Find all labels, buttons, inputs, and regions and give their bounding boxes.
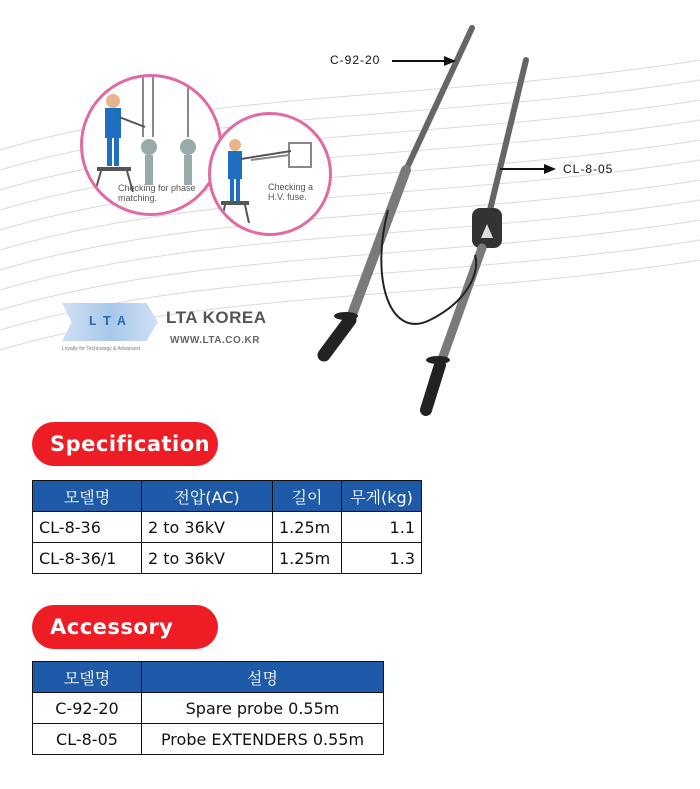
voltage-detector-probes: [300, 20, 560, 420]
cell-description: Spare probe 0.55m: [142, 693, 384, 724]
table-row: [33, 543, 422, 574]
cell-voltage: 2 to 36kV: [142, 543, 273, 574]
cell-voltage: 2 to 36kV: [142, 512, 273, 543]
column-header-voltage: 전압(AC): [142, 481, 273, 512]
table-row: [33, 512, 422, 543]
cell-model: CL-8-05: [33, 724, 142, 755]
cell-length: 1.25m: [273, 512, 342, 543]
hv-fuse-caption: Checking a H.V. fuse.: [268, 182, 314, 202]
probe-callout-label: C-92-20: [330, 53, 381, 67]
column-header-model: 모델명: [33, 481, 142, 512]
lta-logo-text: LTA: [88, 314, 132, 330]
arrow-right-icon: [500, 163, 558, 175]
cell-description: Probe EXTENDERS 0.55m: [142, 724, 384, 755]
cell-model: C-92-20: [33, 693, 142, 724]
table-header-row: [33, 481, 422, 512]
specification-heading: Specification: [32, 422, 218, 466]
column-header-model: 모델명: [33, 662, 142, 693]
cell-weight: 1.3: [342, 543, 422, 574]
brand-url: WWW.LTA.CO.KR: [170, 335, 260, 346]
phase-matching-caption: Checking for phase matching.: [118, 183, 196, 203]
specification-table: [32, 480, 422, 574]
cell-weight: 1.1: [342, 512, 422, 543]
brand-name: LTA KOREA: [166, 308, 267, 327]
cell-model: CL-8-36/1: [33, 543, 142, 574]
table-header-row: [33, 662, 384, 693]
cell-length: 1.25m: [273, 543, 342, 574]
extender-callout-label: CL-8-05: [563, 162, 614, 176]
logo-tagline: Loyalty for Technology & Advanced: [62, 346, 140, 352]
column-header-description: 설명: [142, 662, 384, 693]
accessory-table: [32, 661, 384, 755]
arrow-right-icon: [392, 55, 458, 67]
table-row: [33, 724, 384, 755]
column-header-weight: 무게(kg): [342, 481, 422, 512]
accessory-heading: Accessory: [32, 605, 218, 649]
table-row: [33, 693, 384, 724]
cell-model: CL-8-36: [33, 512, 142, 543]
column-header-length: 길이: [273, 481, 342, 512]
